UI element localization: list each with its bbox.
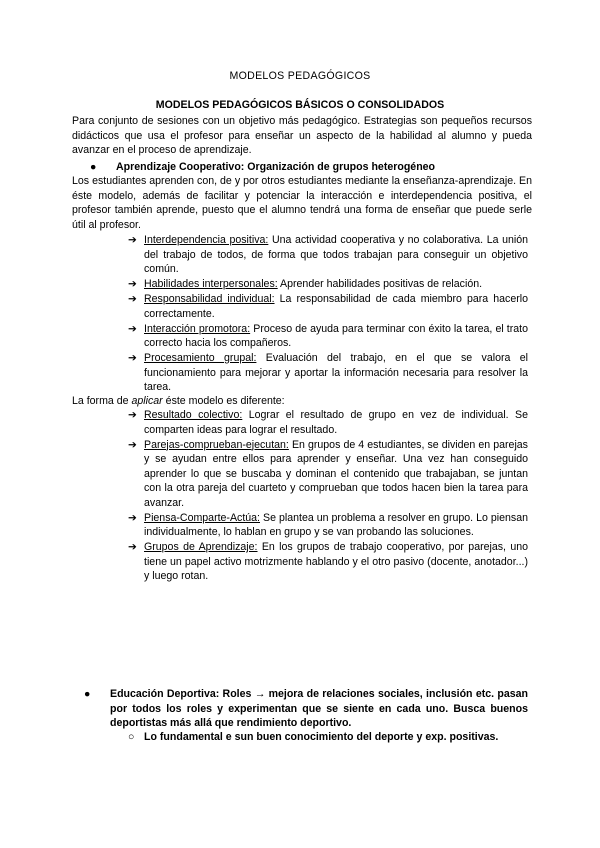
coop-paragraph: Los estudiantes aprenden con, de y por otros estudiantes mediante la enseñanza-aprendizaje. En éste modelo, además de facilitar y potenciar la interacción e interdependencia positiva, el profesor también aprende, puesto que el alumno tendrá una forma de enseñar que puede serle útil al profesor. [72, 175, 532, 231]
item-term: Piensa-Comparte-Actúa: [144, 511, 260, 524]
coop-heading [90, 160, 435, 175]
list-item [128, 322, 528, 351]
arrow-right-icon: ➔ [128, 352, 137, 364]
list-item [128, 292, 528, 321]
sport-education-item [84, 687, 528, 731]
apply-prefix: La forma de [72, 395, 129, 407]
list-item [128, 277, 528, 292]
arrow-right-icon: ➔ [128, 409, 137, 421]
coop-principles-list [128, 233, 528, 395]
arrow-right-icon: ➔ [128, 511, 137, 524]
page-title: MODELOS PEDAGÓGICOS BÁSICOS O CONSOLIDADOS [155, 99, 445, 111]
item-description: En grupos de 4 estudiantes, se dividen en parejas y se ayudan entre ellos para aprender y enseñar. Una vez han conseguido aprender lo que se buscaba y dominan el contenido que trabajaban, se juntan con la otra pareja del cuarteto y comprueban que todos hacen bien la tarea para avanzar. [144, 438, 528, 509]
item-term: Habilidades interpersonales: [144, 278, 278, 290]
sport-sub-item [128, 731, 498, 743]
item-description: En los grupos de trabajo cooperativo, por parejas, uno tiene un papel activo motrizmente hablando y el otro pasivo (docente, anotador...) y luego rotan. [144, 541, 528, 582]
coop-heading-text: Aprendizaje Cooperativo: Organización de grupos heterogéneo [116, 161, 436, 173]
item-term: Procesamiento grupal: [144, 352, 257, 364]
arrow-right-icon: ➔ [128, 278, 137, 290]
page-header: MODELOS PEDAGÓGICOS [229, 70, 371, 82]
apply-suffix: éste modelo es diferente: [165, 395, 285, 407]
item-description: Lograr el resultado de grupo en vez de individual. Se comparten ideas para lograr el resultado. [144, 409, 528, 436]
apply-techniques-list [128, 408, 528, 584]
bullet-icon: ● [90, 161, 97, 173]
arrow-right-icon: ➔ [128, 293, 137, 305]
item-term: Interacción promotora: [144, 322, 251, 335]
list-item [128, 540, 528, 584]
item-term: Interdependencia positiva: [144, 234, 269, 246]
list-item [128, 438, 528, 511]
circle-bullet-icon: ○ [128, 731, 135, 743]
intro-paragraph: Para conjunto de sesiones con un objetivo más pedagógico. Estrategias son pequeños recursos didácticos que usa el profesor para enseñar un aspecto de la habilidad al alumno y pueda avanzar en el proceso de aprendizaje. [72, 115, 532, 156]
list-item [128, 511, 528, 540]
item-description: La responsabilidad de cada miembro para hacerlo correctamente. [144, 293, 529, 320]
arrow-right-icon: ➔ [128, 234, 137, 246]
list-item [128, 233, 528, 277]
list-item [128, 351, 528, 395]
item-term: Responsabilidad individual: [144, 293, 275, 305]
sport-education-text: Educación Deportiva: Roles → mejora de relaciones sociales, inclusión etc. pasan por todos los roles y experimentan que se siente en cada uno. Busca buenos deportistas más allá que rendimiento deportivo. [110, 688, 528, 729]
arrow-right-icon: ➔ [128, 438, 137, 451]
item-description: Aprender habilidades positivas de relación. [280, 278, 483, 290]
item-description: Se plantea un problema a resolver en grupo. Lo piensan individualmente, lo hablan en grupo y se van probando las soluciones. [144, 511, 528, 538]
arrow-right-icon: ➔ [128, 541, 137, 553]
item-term: Grupos de Aprendizaje: [144, 541, 258, 553]
item-term: Parejas-comprueban-ejecutan: [144, 438, 289, 451]
sport-sub-text: Lo fundamental e sun buen conocimiento del deporte y exp. positivas. [144, 731, 499, 743]
apply-intro [72, 394, 532, 409]
item-description: Evaluación del trabajo, en el que se valora el funcionamiento para mejorar y aportar la información necesaria para resolver la tarea. [144, 352, 528, 393]
item-description: Una actividad cooperativa y no colaborativa. La unión del trabajo de todos, de forma que todos trabajan para conseguir un objetivo común. [144, 234, 529, 275]
item-term: Resultado colectivo: [144, 409, 243, 421]
bullet-icon: ● [84, 688, 91, 700]
arrow-right-icon: ➔ [128, 322, 137, 335]
apply-emphasis: aplicar [131, 395, 163, 407]
list-item [128, 408, 528, 437]
item-description: Proceso de ayuda para terminar con éxito la tarea, el trato correcto hacia los compañeros. [144, 322, 528, 349]
